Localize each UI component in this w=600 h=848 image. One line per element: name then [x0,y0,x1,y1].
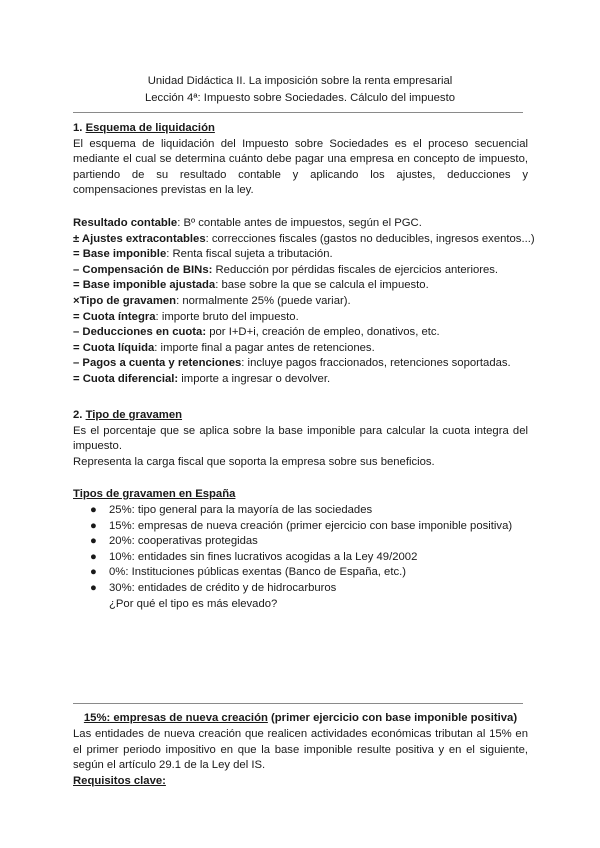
list-item [73,503,528,519]
follow-up-question: ¿Por qué el tipo es más elevado? [109,597,278,610]
section-3-paragraph: Las entidades de nueva creación que realicen actividades económicas tributan al 15% en el primer periodo impositivo en que la base imponible resulte positiva y en el siguiente, según el artículo 29.1 de la Ley del IS. [73,728,528,772]
step-term: ± Ajustes extracontables [73,232,206,245]
section-2 [73,408,528,470]
step-desc: : Renta fiscal sujeta a tributación. [166,248,333,261]
list-item [73,565,528,581]
step-term: = Base imponible [73,248,167,261]
step-row [73,294,528,310]
step-row [73,278,528,294]
step-row [73,325,528,341]
step-desc: : Bº contable antes de impuestos, según el PGC. [177,217,422,229]
step-desc: : normalmente 25% (puede variar). [176,294,351,307]
section-3-heading [73,711,528,727]
document-header [0,73,600,107]
bullet-icon: ● [90,519,97,532]
bullet-icon: ● [90,566,97,579]
header-unit-title: Unidad Didáctica II. La imposición sobre la renta empresarial [147,75,453,87]
section-1-paragraph: El esquema de liquidación del Impuesto sobre Sociedades es el proceso secuencial mediante el cual se determina cuánto debe pagar una empresa en concepto de impuesto, partiendo de su resultado contable y aplicando los ajustes, deducciones y compensaciones previstas en la ley. [73,137,528,197]
step-row [73,341,528,357]
header-divider [73,112,523,113]
step-term: – Pagos a cuenta y retenciones [73,357,242,370]
bullet-icon: ● [90,504,97,516]
list-item-text: 20%: cooperativas protegidas [109,535,258,548]
step-term: Resultado contable [73,217,178,229]
step-term: = Cuota íntegra [73,310,156,323]
section-1-heading [73,121,528,137]
step-row [73,247,528,263]
tax-rates-subtitle: Tipos de gravamen en España [73,488,236,500]
list-item [73,519,528,535]
step-row [73,263,528,279]
section-2-heading [73,408,528,424]
step-row [73,356,528,372]
step-term: = Base imponible ajustada [73,279,216,292]
bullet-icon: ● [90,535,97,548]
section-3-title-rest: (primer ejercicio con base imponible positiva) [267,712,518,724]
step-desc: importe a ingresar o devolver. [178,372,331,385]
step-term: ×Tipo de gravamen [73,294,177,307]
step-term: = Cuota diferencial: [73,372,179,385]
step-desc: por I+D+i, creación de empleo, donativos, etc. [206,326,440,339]
step-term: = Cuota líquida [73,341,155,354]
step-term: – Deducciones en cuota: [73,326,207,339]
step-desc: : importe final a pagar antes de retenciones. [154,341,375,354]
bullet-icon: ● [90,581,97,594]
section-2-title: Tipo de gravamen [85,409,183,421]
tax-rates-list [73,503,528,612]
tax-rates-subtitle-block [73,487,528,503]
list-item-text: 10%: entidades sin fines lucrativos acogidas a la Ley 49/2002 [109,550,418,563]
requirements-block [73,774,528,790]
list-item-text: 30%: entidades de crédito y de hidrocarburos [109,581,337,594]
section-3-title-underlined: 15%: empresas de nueva creación [83,712,268,724]
list-item [73,550,528,566]
list-item [73,534,528,550]
step-desc: : importe bruto del impuesto. [155,310,299,323]
step-row [73,216,528,232]
liquidation-steps [73,216,535,388]
section-2-number: 2. [73,409,86,421]
step-row [73,310,528,326]
bullet-icon: ● [90,550,97,563]
step-desc: : incluye pagos fraccionados, retenciones soportadas. [241,357,511,370]
step-desc: Reducción por pérdidas fiscales de ejercicios anteriores. [212,263,499,276]
section-1-number: 1. [73,122,86,134]
list-item [73,581,528,597]
step-desc: : base sobre la que se calcula el impuesto. [215,279,429,292]
step-row [73,372,528,388]
requirements-label: Requisitos clave: [73,775,166,787]
section-divider [73,703,523,704]
header-lesson-title: Lección 4ª: Impuesto sobre Sociedades. Cálculo del impuesto [144,92,455,104]
step-row [73,232,535,248]
step-desc: : correcciones fiscales (gastos no deducibles, ingresos exentos...) [205,232,535,245]
section-2-paragraph-2: Representa la carga fiscal que soporta la empresa sobre sus beneficios. [73,455,435,468]
list-item-text: 0%: Instituciones públicas exentas (Banco de España, etc.) [109,566,407,579]
list-item-text: 15%: empresas de nueva creación (primer ejercicio con base imponible positiva) [109,519,513,532]
section-1 [73,121,528,199]
step-term: – Compensación de BINs: [73,263,213,276]
section-2-paragraph: Es el porcentaje que se aplica sobre la base imponible para calcular la cuota integra del impuesto. [73,424,528,453]
section-1-title: Esquema de liquidación [85,122,215,134]
list-item-text: 25%: tipo general para la mayoría de las sociedades [109,504,373,516]
